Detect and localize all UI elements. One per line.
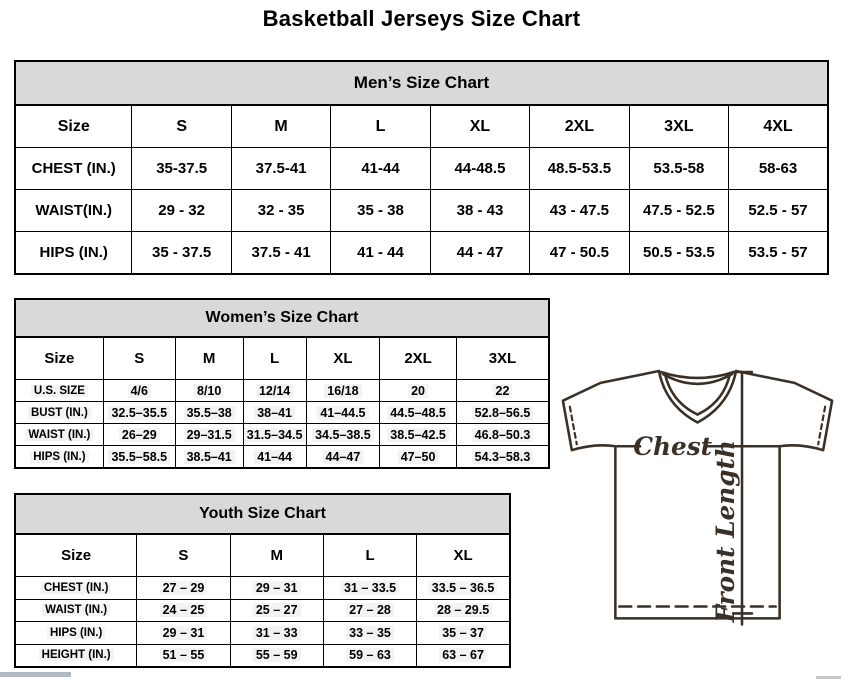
value-cell (175, 424, 243, 446)
cell-text: 41-44 (361, 160, 400, 177)
value-cell (456, 380, 549, 402)
table-row (15, 232, 828, 275)
cell-text: 41–44.5 (317, 406, 368, 420)
value-cell (729, 148, 828, 190)
value-cell (629, 190, 728, 232)
cell-text: 37.5-41 (255, 160, 307, 177)
cell-text: U.S. SIZE (31, 385, 88, 397)
value-cell (331, 232, 430, 275)
table-row (15, 402, 549, 424)
cell-text: 24 – 25 (160, 603, 208, 617)
mens-size-chart-section (14, 60, 829, 275)
cell-text: 47 - 50.5 (549, 244, 610, 261)
value-cell (380, 402, 457, 424)
cell-text: 52.8–56.5 (472, 406, 534, 420)
cell-text: 16/18 (324, 384, 361, 398)
value-cell (230, 599, 323, 622)
cell-text: 29 – 31 (160, 626, 208, 640)
row-label (15, 644, 137, 667)
cell-text: 35.5–58.5 (108, 450, 170, 464)
value-cell (306, 446, 380, 469)
cell-text: 31 – 33.5 (341, 581, 399, 595)
value-cell (306, 380, 380, 402)
value-cell (231, 148, 330, 190)
collar-top-arc-1 (661, 372, 734, 378)
youth-size-chart-section (14, 493, 511, 668)
cell-text: 35 – 37 (439, 626, 487, 640)
size-header-row (15, 534, 510, 577)
table-row (15, 446, 549, 469)
youth-size-chart-table (14, 533, 511, 668)
column-header-xl: XL (430, 105, 529, 148)
cell-text: 29 - 32 (158, 202, 205, 219)
value-cell (231, 190, 330, 232)
value-cell (230, 577, 323, 600)
jersey-measurement-diagram (555, 361, 837, 673)
column-header-2xl: 2XL (530, 105, 629, 148)
column-header-2xl: 2XL (380, 337, 457, 380)
value-cell (137, 644, 230, 667)
value-cell (380, 446, 457, 469)
cell-text: HIPS (IN.) (39, 244, 108, 261)
value-cell (417, 577, 510, 600)
value-cell (137, 622, 230, 645)
cell-text: HIPS (IN.) (47, 627, 105, 639)
value-cell (137, 599, 230, 622)
table-row (15, 424, 549, 446)
value-cell (530, 232, 629, 275)
womens-size-chart-section (14, 298, 550, 469)
column-header-xl: XL (306, 337, 380, 380)
value-cell (380, 424, 457, 446)
row-label (15, 599, 137, 622)
cell-text: 38.5–41 (184, 450, 235, 464)
cell-text: 34.5–38.5 (312, 428, 374, 442)
column-header-s: S (137, 534, 230, 577)
column-header-l: L (323, 534, 416, 577)
cell-text: 22 (493, 384, 513, 398)
page-title: Basketball Jerseys Size Chart (262, 6, 581, 31)
womens-size-chart-title: Women’s Size Chart (14, 298, 550, 338)
cell-text: 32.5–35.5 (108, 406, 170, 420)
value-cell (530, 148, 629, 190)
table-row (15, 380, 549, 402)
value-cell (306, 424, 380, 446)
cell-text: 32 - 35 (257, 202, 305, 219)
value-cell (456, 402, 549, 424)
table-row (15, 599, 510, 622)
column-header-s: S (103, 337, 175, 380)
row-label (15, 402, 103, 424)
table-row (15, 190, 828, 232)
table-row (15, 148, 828, 190)
column-header-3xl: 3XL (456, 337, 549, 380)
mens-size-chart-title: Men’s Size Chart (14, 60, 829, 106)
cell-text: 59 – 63 (346, 648, 394, 662)
cell-text: 44.5–48.5 (387, 406, 449, 420)
value-cell (243, 446, 306, 469)
value-cell (417, 622, 510, 645)
table-row (15, 622, 510, 645)
womens-size-chart-table (14, 336, 550, 469)
size-column-label: Size (15, 534, 137, 577)
cell-text: 48.5-53.5 (547, 160, 612, 177)
value-cell (430, 190, 529, 232)
value-cell (456, 446, 549, 469)
value-cell (729, 232, 828, 275)
column-header-m: M (231, 105, 330, 148)
cell-text: 35.5–38 (184, 406, 235, 420)
cell-text: 38–41 (254, 406, 295, 420)
cell-text: 29 – 31 (253, 581, 301, 595)
value-cell (430, 232, 529, 275)
cell-text: WAIST(IN.) (35, 202, 113, 219)
value-cell (323, 577, 416, 600)
cell-text: WAIST (IN.) (25, 429, 93, 441)
cell-text: 35 - 38 (357, 202, 404, 219)
cell-text: 33 – 35 (346, 626, 394, 640)
cell-text: 37.5 - 41 (251, 244, 311, 261)
cell-text: 31 – 33 (253, 626, 301, 640)
cell-text: 52.5 - 57 (748, 202, 808, 219)
column-header-l: L (331, 105, 430, 148)
value-cell (132, 148, 231, 190)
value-cell (729, 190, 828, 232)
size-header-row (15, 337, 549, 380)
column-header-3xl: 3XL (629, 105, 728, 148)
cell-text: 35 - 37.5 (152, 244, 212, 261)
cell-text: 41 - 44 (357, 244, 404, 261)
value-cell (175, 380, 243, 402)
value-cell (331, 148, 430, 190)
front-length-label: Front Length (711, 440, 741, 623)
cell-text: WAIST (IN.) (42, 604, 110, 616)
size-column-label: Size (15, 105, 132, 148)
cell-text: 43 - 47.5 (549, 202, 610, 219)
row-label (15, 190, 132, 232)
value-cell (175, 446, 243, 469)
value-cell (530, 190, 629, 232)
cell-text: 47.5 - 52.5 (642, 202, 715, 219)
value-cell (430, 148, 529, 190)
row-label (15, 424, 103, 446)
jersey-diagram-icon (555, 361, 837, 668)
column-header-4xl: 4XL (729, 105, 828, 148)
value-cell (137, 577, 230, 600)
cell-text: 26–29 (119, 428, 160, 442)
cell-text: 38 - 43 (456, 202, 504, 219)
cell-text: 33.5 – 36.5 (429, 581, 498, 595)
cell-text: BUST (IN.) (28, 407, 91, 419)
mens-size-chart-table (14, 104, 829, 275)
cell-text: 31.5–34.5 (244, 428, 306, 442)
value-cell (417, 599, 510, 622)
value-cell (629, 148, 728, 190)
row-label (15, 622, 137, 645)
value-cell (629, 232, 728, 275)
column-header-m: M (230, 534, 323, 577)
cell-text: 50.5 - 53.5 (642, 244, 715, 261)
cell-text: 44-48.5 (454, 160, 506, 177)
cell-text: 58-63 (758, 160, 798, 177)
value-cell (456, 424, 549, 446)
cell-text: 8/10 (194, 384, 224, 398)
cell-text: 35-37.5 (156, 160, 208, 177)
row-label (15, 577, 137, 600)
value-cell (243, 424, 306, 446)
value-cell (103, 446, 175, 469)
cell-text: 41–44 (254, 450, 295, 464)
jersey-outline (563, 371, 832, 618)
cell-text: 53.5 - 57 (748, 244, 808, 261)
value-cell (323, 599, 416, 622)
cell-text: 4/6 (128, 384, 151, 398)
cell-text: 53.5-58 (653, 160, 705, 177)
value-cell (243, 380, 306, 402)
cell-text: 46.8–50.3 (472, 428, 534, 442)
cell-text: 28 – 29.5 (434, 603, 492, 617)
youth-size-chart-title: Youth Size Chart (14, 493, 511, 535)
table-row (15, 577, 510, 600)
value-cell (231, 232, 330, 275)
cell-text: 38.5–42.5 (387, 428, 449, 442)
size-header-row (15, 105, 828, 148)
cell-text: 55 – 59 (253, 648, 301, 662)
cell-text: 47–50 (398, 450, 439, 464)
row-label (15, 380, 103, 402)
size-column-label: Size (15, 337, 103, 380)
value-cell (417, 644, 510, 667)
cell-text: 27 – 29 (160, 581, 208, 595)
value-cell (103, 402, 175, 424)
cell-text: 27 – 28 (346, 603, 394, 617)
column-header-xl: XL (417, 534, 510, 577)
value-cell (132, 190, 231, 232)
horizontal-scrollbar-thumb[interactable] (0, 672, 71, 677)
value-cell (132, 232, 231, 275)
cell-text: 20 (408, 384, 428, 398)
value-cell (230, 644, 323, 667)
table-row (15, 644, 510, 667)
chest-label: Chest (633, 432, 713, 462)
row-label (15, 232, 132, 275)
value-cell (175, 402, 243, 424)
cell-text: 54.3–58.3 (472, 450, 534, 464)
cell-text: HEIGHT (IN.) (39, 649, 114, 661)
value-cell (103, 380, 175, 402)
cell-text: 63 – 67 (439, 648, 487, 662)
value-cell (306, 402, 380, 424)
cell-text: 12/14 (256, 384, 293, 398)
value-cell (380, 380, 457, 402)
value-cell (103, 424, 175, 446)
value-cell (243, 402, 306, 424)
column-header-s: S (132, 105, 231, 148)
cell-text: 29–31.5 (184, 428, 235, 442)
cell-text: 25 – 27 (253, 603, 301, 617)
value-cell (331, 190, 430, 232)
value-cell (230, 622, 323, 645)
value-cell (323, 622, 416, 645)
column-header-m: M (175, 337, 243, 380)
cell-text: HIPS (IN.) (30, 451, 88, 463)
cell-text: 51 – 55 (160, 648, 208, 662)
cell-text: CHEST (IN.) (31, 160, 116, 177)
cell-text: 44 - 47 (456, 244, 504, 261)
cell-text: 44–47 (323, 450, 364, 464)
column-header-l: L (243, 337, 306, 380)
cell-text: CHEST (IN.) (41, 582, 112, 594)
row-label (15, 446, 103, 469)
value-cell (323, 644, 416, 667)
row-label (15, 148, 132, 190)
